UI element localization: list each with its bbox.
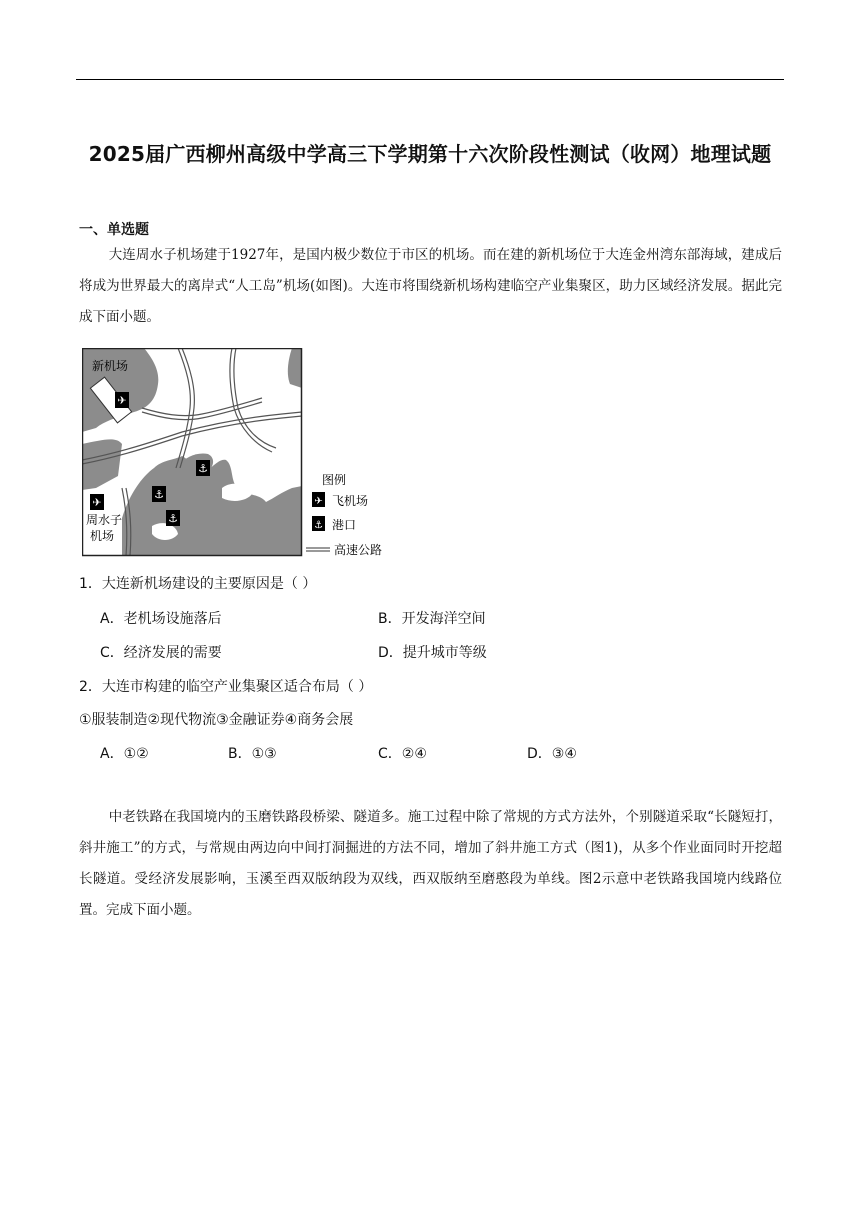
legend-port: 港口 <box>332 518 357 532</box>
q2-option-b[interactable]: B．①③ <box>228 746 277 762</box>
legend-airport: 飞机场 <box>332 494 369 508</box>
new-airport-label: 新机场 <box>92 359 129 373</box>
anchor-icon: ⚓ <box>198 462 208 475</box>
page-title: 2025届广西柳州高级中学高三下学期第十六次阶段性测试（收网）地理试题 <box>88 142 772 166</box>
legend-title: 图例 <box>322 473 347 487</box>
passage-2: 中老铁路在我国境内的玉磨铁路段桥梁、隧道多。施工过程中除了常规的方式方法外，个别隧道采取“长隧短打，斜井施工”的方式，与常规由两边向中间打洞掘进的方法不同，增加了斜井施工方式（图1)，从多个作业面同时开挖超长隧道。受经济发展影响，玉溪至西双版纳段为双线，西双版纳至磨憨段为单线。图2示意中老铁路我国境内线路位置。完成下面小题。 <box>79 809 782 918</box>
question-2-stem: 2．大连市构建的临空产业集聚区适合布局（ ） <box>79 679 373 695</box>
old-airport-label-1: 周水子 <box>86 513 123 527</box>
section-heading: 一、单选题 <box>79 222 149 238</box>
q2-option-a[interactable]: A．①② <box>100 746 149 762</box>
airplane-icon: ✈ <box>314 496 323 507</box>
legend-highway: 高速公路 <box>334 543 383 557</box>
map-legend <box>306 472 382 557</box>
q1-option-a[interactable]: A．老机场设施落后 <box>100 611 222 627</box>
question-2-choices: ①服装制造②现代物流③金融证券④商务会展 <box>79 712 354 728</box>
passage-1: 大连周水子机场建于1927年，是国内极少数位于市区的机场。而在建的新机场位于大连金州湾东部海域，建成后将成为世界最大的离岸式“人工岛”机场(如图)。大连市将围绕新机场构建临空产业集聚区，助力区域经济发展。据此完成下面小题。 <box>79 247 782 325</box>
q1-option-c[interactable]: C．经济发展的需要 <box>100 645 222 661</box>
anchor-icon: ⚓ <box>314 520 323 531</box>
q1-option-d[interactable]: D．提升城市等级 <box>378 645 487 661</box>
airplane-icon: ✈ <box>92 496 102 509</box>
dalian-map <box>82 348 402 560</box>
airplane-icon: ✈ <box>117 394 127 407</box>
q2-option-d[interactable]: D．③④ <box>527 746 577 762</box>
header-rule <box>76 79 784 80</box>
question-1-stem: 1．大连新机场建设的主要原因是（ ） <box>79 576 317 592</box>
q1-option-b[interactable]: B．开发海洋空间 <box>378 611 486 627</box>
anchor-icon: ⚓ <box>154 488 164 501</box>
anchor-icon: ⚓ <box>168 512 178 525</box>
q2-option-c[interactable]: C．②④ <box>378 746 427 762</box>
old-airport-label-2: 机场 <box>90 529 115 543</box>
